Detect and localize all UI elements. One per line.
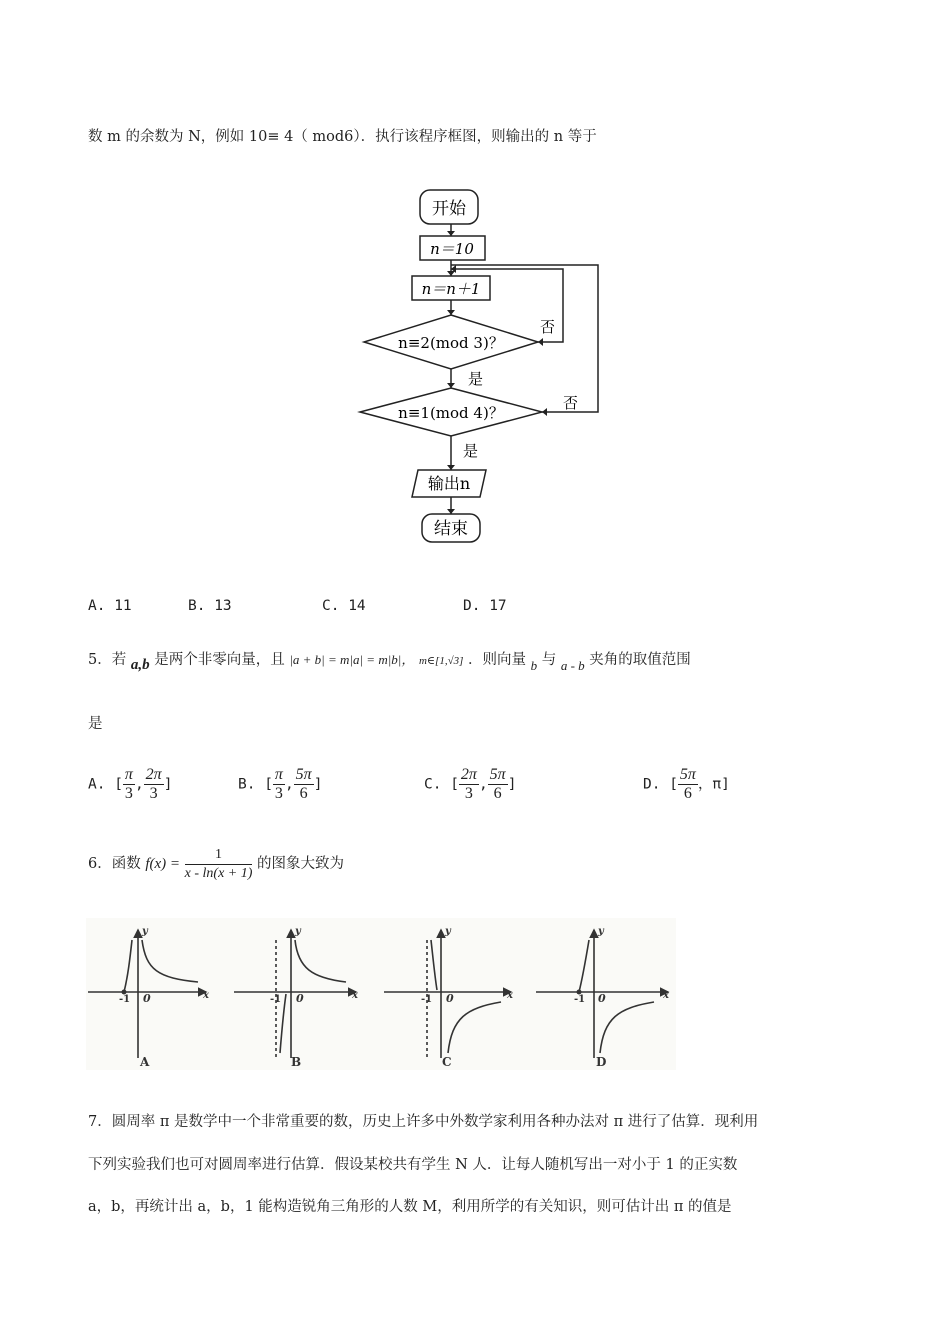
flow-no1-label: 否 — [540, 318, 556, 336]
q7-line1: 7．圆周率 π 是数学中一个非常重要的数，历史上许多中外数学家利用各种办法对 π 进行了估算．现利用 — [88, 1114, 759, 1130]
q5-range: m∈[1,√3] — [418, 655, 464, 667]
flow-cond1-text: n≡2(mod 3)？ — [398, 334, 504, 352]
flow-start-text: 开始 — [432, 199, 466, 219]
q5-prefix: 5．若 — [88, 652, 127, 668]
q5-vec-diff: a - b — [560, 658, 585, 673]
q6-func: f(x) = — [145, 856, 181, 872]
graph-b-x: x — [352, 990, 358, 1001]
q5-and: 与 — [541, 652, 557, 668]
q5-line1 — [88, 650, 691, 671]
flow-output-text: 输出n — [427, 474, 471, 493]
graph-a-origin: 0 — [143, 992, 151, 1005]
q5-option-d: D. [ $\frac{5\pi}{6}$ ，π] — [643, 766, 730, 802]
graph-d-y: y — [598, 926, 604, 937]
q5-line2: 是 — [88, 716, 103, 732]
q4-option-a: A. 11 — [88, 598, 132, 614]
q5-condition: |a + b| = m|a| = m|b|， — [289, 652, 415, 667]
q5-vectors: a,b — [130, 657, 150, 673]
graph-c-x: x — [507, 990, 513, 1001]
q6-prefix: 6．函数 — [88, 856, 141, 872]
q4-option-d: D. 17 — [463, 598, 507, 614]
graph-b-y: y — [295, 926, 301, 937]
graph-a-label: A — [140, 1055, 150, 1069]
graph-d-label: D — [596, 1055, 607, 1069]
q7-line3: a，b，再统计出 a，b，1 能构造锐角三角形的人数 M，利用所学的有关知识，则可估计出 π 的值是 — [88, 1199, 732, 1215]
graph-b-neg1: -1 — [270, 994, 282, 1005]
q5-option-c: C. [ $\frac{2\pi}{3}$ , $\frac{5\pi}{6}$ ] — [424, 766, 517, 802]
flowchart — [0, 0, 950, 560]
q6-line — [88, 845, 344, 883]
graph-b-origin: 0 — [296, 992, 304, 1005]
q4-option-c: C. 14 — [322, 598, 366, 614]
q5-text1: 是两个非零向量，且 — [154, 652, 285, 668]
flow-cond2-text: n≡1(mod 4)？ — [398, 404, 504, 422]
q5-option-b: B. [ $\frac{\pi}{3}$ , $\frac{5\pi}{6}$ ] — [238, 766, 323, 802]
graph-a-y: y — [142, 926, 148, 937]
q7-line2: 下列实验我们也可对圆周率进行估算．假设某校共有学生 N 人．让每人随机写出一对小于 1 的正实数 — [88, 1157, 738, 1173]
flow-no2-label: 否 — [563, 394, 579, 412]
graph-d-neg1: -1 — [574, 994, 586, 1005]
graph-d-origin: 0 — [598, 992, 606, 1005]
flow-end-text: 结束 — [434, 519, 468, 539]
graph-a-neg1: -1 — [119, 994, 131, 1005]
q6-fraction: $\frac{1}{x - \ln(x + 1)}$ — [184, 846, 253, 881]
flow-update-text: n＝n＋1 — [421, 280, 481, 298]
q5-vec-b: b — [530, 658, 538, 673]
flow-init-text: n＝10 — [430, 240, 474, 258]
graph-c-neg1: -1 — [421, 994, 433, 1005]
q5-text2: ．则向量 — [468, 652, 527, 668]
q5-option-a: A. [ $\frac{\pi}{3}$ , $\frac{2\pi}{3}$ ] — [88, 766, 173, 802]
q4-intro: 数 m 的余数为 N，例如 10≡ 4（ mod6）．执行该程序框图，则输出的 n 等于 — [88, 129, 597, 145]
q6-suffix: 的图象大致为 — [257, 856, 345, 872]
graph-c-y: y — [445, 926, 451, 937]
graph-d-x: x — [663, 990, 669, 1001]
q4-option-b: B. 13 — [188, 598, 232, 614]
graph-c-label: C — [442, 1055, 452, 1069]
graph-b — [234, 930, 356, 1058]
flow-yes2-label: 是 — [463, 442, 479, 460]
graph-c-origin: 0 — [446, 992, 454, 1005]
q6-graphs — [86, 918, 676, 1070]
graph-a-x: x — [203, 990, 209, 1001]
graph-b-label: B — [291, 1055, 302, 1069]
flow-yes1-label: 是 — [468, 370, 484, 388]
q5-text3: 夹角的取值范围 — [589, 652, 691, 668]
